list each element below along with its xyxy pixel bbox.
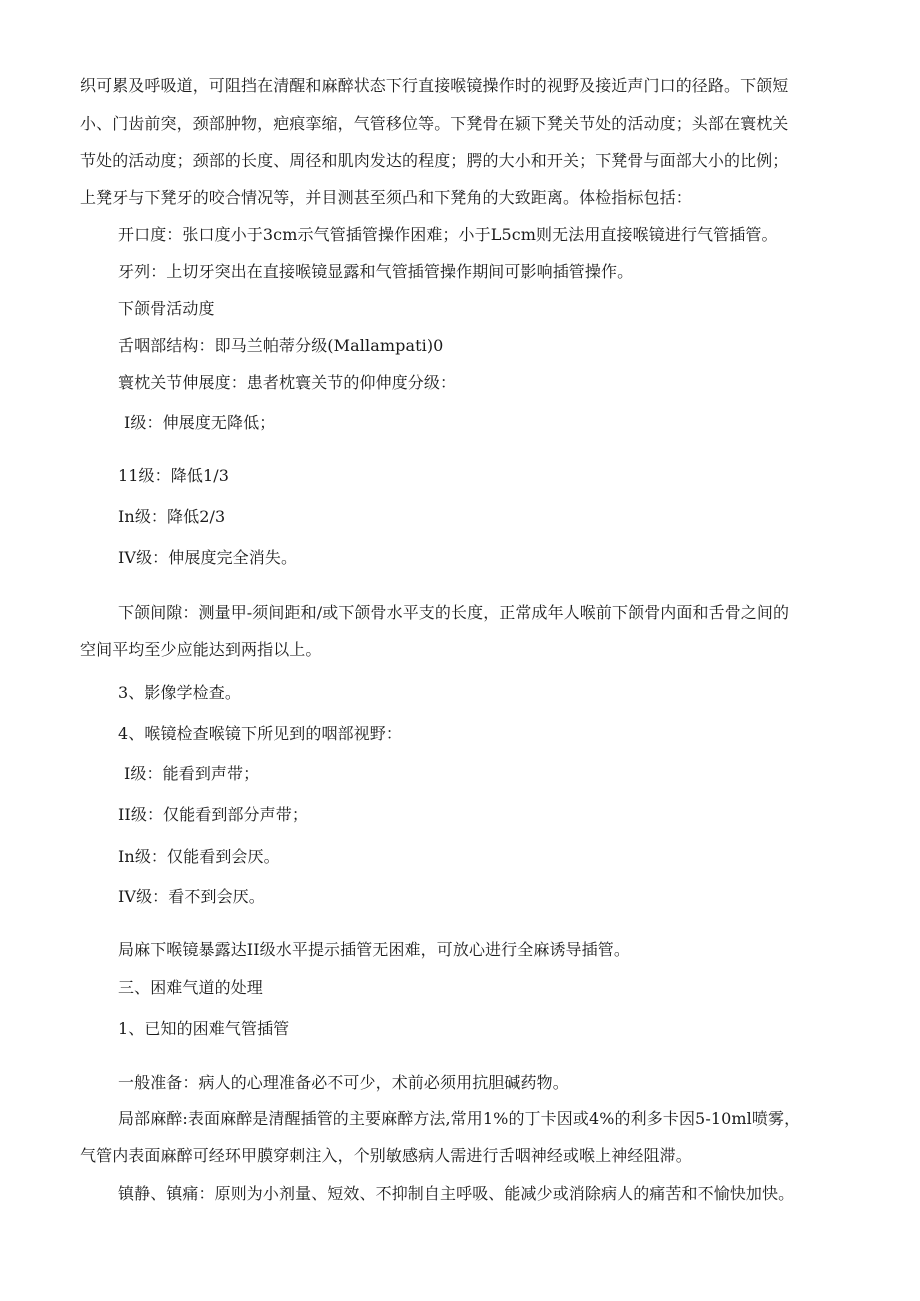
text-line: 气管内表面麻醉可经环甲膜穿刺注入，个别敏感病人需进行舌咽神经或喉上神经阻滞。 bbox=[80, 1146, 692, 1165]
text-line: IV级：伸展度完全消失。 bbox=[118, 548, 298, 567]
text-line: 牙列：上切牙突出在直接喉镜显露和气管插管操作期间可影响插管操作。 bbox=[118, 262, 634, 281]
text-line: In级：降低2/3 bbox=[118, 507, 226, 526]
text-line: 3、影像学检查。 bbox=[118, 683, 241, 702]
subsection-heading: 1、已知的困难气管插管 bbox=[118, 1019, 290, 1038]
text-line: 一般准备：病人的心理准备必不可少，术前必须用抗胆碱药物。 bbox=[118, 1073, 569, 1092]
text-line: 局部麻醉:表面麻醉是清醒插管的主要麻醉方法,常用1%的丁卡因或4%的利多卡因5-10ml喷雾， bbox=[118, 1109, 801, 1128]
text-line: 小、门齿前突，颈部肿物，疤痕挛缩，气管移位等。下凳骨在颍下凳关节处的活动度；头部在寰枕关 bbox=[80, 114, 789, 133]
text-line: In级：仅能看到会厌。 bbox=[118, 847, 280, 866]
text-line: IV级：看不到会厌。 bbox=[118, 887, 265, 906]
text-line: 寰枕关节伸展度：患者枕寰关节的仰伸度分级： bbox=[118, 373, 457, 392]
text-line: 11级：降低1/3 bbox=[118, 466, 230, 485]
text-line: I级：伸展度无降低； bbox=[124, 413, 276, 432]
text-line: 镇静、镇痛：原则为小剂量、短效、不抑制自主呼吸、能减少或消除病人的痛苦和不愉快加快。 bbox=[118, 1184, 795, 1203]
text-line: 节处的活动度；颈部的长度、周径和肌肉发达的程度；腭的大小和开关；下凳骨与面部大小的比例； bbox=[80, 151, 789, 170]
section-heading: 三、困难气道的处理 bbox=[118, 978, 263, 997]
text-line: 局麻下喉镜暴露达II级水平提示插管无困难，可放心进行全麻诱导插管。 bbox=[118, 940, 630, 959]
text-line: 下颌间隙：测量甲-须间距和/或下颌骨水平支的长度，正常成年人喉前下颌骨内面和舌骨之间的 bbox=[118, 603, 790, 622]
text-line: 下颌骨活动度 bbox=[118, 299, 215, 318]
text-line: 空间平均至少应能达到两指以上。 bbox=[80, 640, 322, 659]
text-line: 舌咽部结构：即马兰帕蒂分级(Mallampati)0 bbox=[118, 336, 444, 355]
text-line: I级：能看到声带； bbox=[124, 764, 260, 783]
text-line: 4、喉镜检查喉镜下所见到的咽部视野： bbox=[118, 724, 402, 743]
text-line: 织可累及呼吸道，可阻挡在清醒和麻醉状态下行直接喉镜操作时的视野及接近声门口的径路。下颌短 bbox=[80, 76, 789, 95]
text-line: II级：仅能看到部分声带； bbox=[118, 805, 308, 824]
text-line: 上凳牙与下凳牙的咬合情况等，并目测甚至须凸和下凳角的大致距离。体检指标包括： bbox=[80, 188, 692, 207]
text-line: 开口度：张口度小于3cm示气管插管操作困难；小于L5cm则无法用直接喉镜进行气管插管。 bbox=[118, 225, 778, 244]
